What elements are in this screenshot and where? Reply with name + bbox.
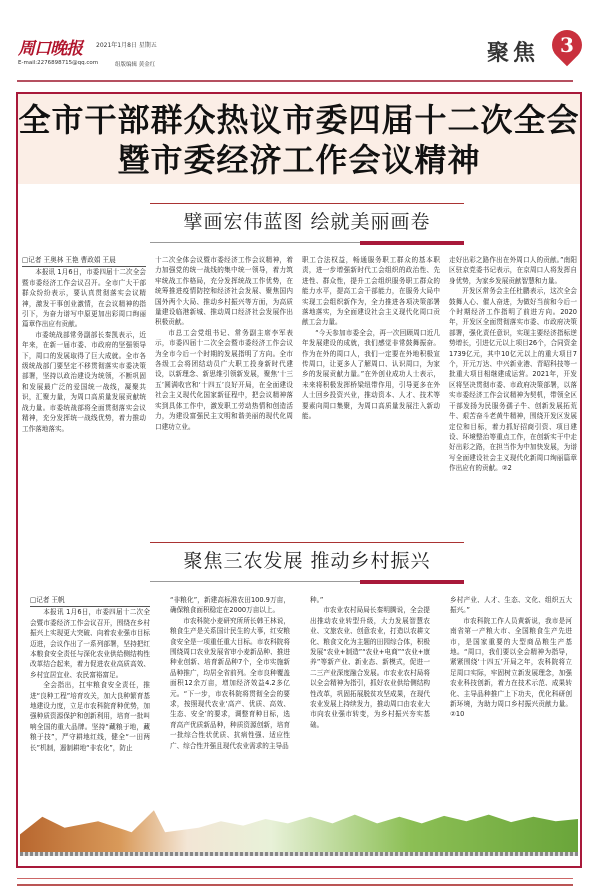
paragraph: 乡村产业、人才、生态、文化、组织五大振兴。”: [450, 596, 572, 615]
section1-heading: [150, 203, 464, 243]
section1-heading-text: 擘画宏伟蓝图 绘就美丽画卷: [183, 211, 431, 233]
section1-column-3: [302, 255, 440, 505]
newspaper-logo: 周口晚报: [18, 39, 82, 59]
headline-box: [18, 94, 580, 184]
section1-column-2: [155, 255, 293, 505]
section2-heading-text: 聚焦三农发展 推动乡村振兴: [183, 550, 431, 572]
section2-column-2: [170, 595, 290, 765]
paragraph: 本报讯 1月6日，市委四届十二次全会暨市委经济工作会议召开。全市广大干部群众纷纷表示，要认真贯彻落实会议精神，激发干事创业激情，在会议精神的指引下，为奋力谱写中原更加出彩周口绚丽篇章作出应有贡献。: [22, 268, 146, 329]
decorative-border: [20, 852, 578, 856]
paragraph: 市农科院工作人员黄新说，我市是河南省第一产粮大市、全国粮食生产先进市，是国家重要的大型商品粮生产基地。“周口，我们要以全会精神为指导，紧紧围绕‘十四五’开局之年，农科院将立足周口实际，牢固树立新发展理念，加强农业科技创新，着力在技术示范、成果转化、主导品种推广上下功夫，优化科研创新环境，为助力周口乡村振兴贡献力量。②10: [450, 616, 572, 719]
paragraph: 走好出彩之路作出在外周口人的贡献。”南阳区驻京党委书记表示，在京周口人将发挥自身优势，为家乡发展贡献智慧和力量。: [449, 256, 577, 285]
byline: □记者 王奥林 王艳 曹政娟 王晨: [22, 255, 146, 267]
section1-column-4: [449, 255, 577, 505]
paragraph: 市农业农村局局长秦明腾说，全会提出推动农业转型升级，大力发展智慧农业、文旅农业、创意农业，打造以农耕文化、粮食文化为主题的田园综合体，积极发展“农业+制造”“农业+电商”“农业+康养”等新产业、新业态、新模式，促进一二三产业深度融合发展。市农业农村局将以全会精神为指引，抓好农业供给侧结构性改革，巩固拓展脱贫攻坚成果，在现代农业发展上持续发力，推动周口由农业大市向农业强市转变，为乡村振兴夯实基础。: [310, 606, 430, 729]
section2-column-4: [450, 595, 572, 765]
paragraph: 开发区常务会主任杜鹏表示，这次全会鼓舞人心、催人奋进，为做好当前和今后一个时期经济工作指明了前进方向。2020年，开发区全面贯彻落实市委、市政府决策部署，强化责任意识，实现主要经济指标逆势增长，引进亿元以上项目26个，合同资金1739亿元，其中10亿元以上的重大项目7个，开元万达、中兴新业港、青昭科技等一批重大项目相继建成运营。2021年，开发区将坚决贯彻市委、市政府决策部署，以落实市委经济工作会议精神为契机，带领全区干部发扬为民服务孺子牛、创新发展拓荒牛、艰苦奋斗老黄牛精神，围绕开发区发展定位和目标，着力抓好招商引资、项目建设、环境整治等重点工作，在创新实干中走好出彩之路，在担当作为中加快发展，为谱写全面建设社会主义现代化新周口绚丽篇章作出应有的贡献。②2: [449, 287, 577, 473]
headline-line-1: 全市干部群众热议市委四届十二次全会: [18, 101, 580, 139]
header-divider: [17, 80, 573, 82]
paragraph: 市总工会党组书记、常务副主席李军表示，市委四届十二次全会暨市委经济工作会议为全市今后一个时期的发展指明了方向。全市各级工会将团结动员广大职工投身新时代建设，以新理念、新思维引领新发展，聚焦‘十三五’圆满收官和‘十四五’良好开局，在全面建设社会主义现代化国家新征程中，把会议精神落实到具体工作中，激发职工劳动热情和创造活力，为建设富强民主文明和谐美丽的现代化周口建功立业。: [155, 328, 293, 431]
section2-column-1: [30, 595, 150, 765]
section2-column-3: [310, 595, 430, 765]
issue-date: 2021年1月8日 星期五: [96, 42, 157, 49]
paragraph: 职工合法权益，畅通服务职工群众的基本职责，进一步增强新时代工会组织的政治性、先进性、群众性，提升工会组织服务职工群众的能力水平，提高工会干部能力，在服务大局中实现工会组织新作为，全力推进各项决策部署落地落实，为全面建设社会主义现代化周口贡献工会力量。: [302, 256, 440, 327]
heading-accent-bar: [360, 241, 464, 245]
footer-divider: [17, 884, 573, 886]
paragraph: 本报讯 1月6日，市委四届十二次全会暨市委经济工作会议召开，围绕在乡村振兴上实现更大突破、向着农业强市目标迈进，会议作出了一系列部署，坚持把红本粮食安全责任与深化农业供给侧结构性改革结合起来，着力促进农业高质高效、乡村宜居宜业、农民富裕富足。: [30, 608, 150, 679]
page-number: 3: [560, 33, 574, 57]
section1-column-1: [22, 255, 146, 515]
footer-divider: [17, 878, 573, 879]
paragraph: 市委统战部常务副部长秦凯表示，近年来，在新一届市委、市政府的坚强领导下，周口的发展取得了巨大成就。全市各级统战部门要坚定不移贯彻落实市委决策部署，坚持以政治建设为统领，不断巩固和发展最广泛的爱国统一战线，凝聚共识，汇聚力量，为周口高质量发展贡献统战力量。市委统战部将全面贯彻落实会议精神，充分发挥统一战线优势，着力推动工作落地落实。: [22, 330, 146, 433]
paragraph: 种。”: [310, 596, 324, 604]
contact-email: E-mail:2276898715@qq.com: [18, 60, 99, 66]
layout-editor: 组版编辑 黄金红: [115, 62, 156, 68]
paragraph: 十二次全体会议暨市委经济工作会议精神，着力加强党的统一战线的集中统一领导，着力筑牢统战工作格局，充分发挥统战工作优势，在统筹推进疫情防控和经济社会发展、聚焦国内国外两个大局、推动乡村振兴等方面，为高质量建设临港新城、推动周口经济社会发展作出积极贡献。: [155, 256, 293, 327]
section2-heading: [150, 542, 464, 582]
paragraph: 市农科院小麦研究所所长韩王林说，粮食生产是关系国计民生的大事，红安粮食安全是一项重任重大目标。市农科院将围绕周口农业发展省审小麦新品种、推进种业创新、培育新品种7个，全市实施新品种推广，均居全省前列。全市良种覆盖面积12余万亩，增加经济效益4.2多亿元。“下一步，市农科院将贯彻全会的要求，按照现代农业‘高产、优质、高效、生态、安全’的要求，调整育种目标，选育高产优质新品种，种质资源创新，培育一批综合性状优质、抗病性强、适应性广、综合性并强且现代农业需求的主导品: [170, 616, 290, 750]
heading-accent-bar: [360, 580, 464, 584]
paragraph: “今天参加市委全会，再一次回顾周口近几年发展建设的成就，我们感觉非常鼓舞振奋。作为在外的周口人，我们一定要在外地积极宣传周口，让更多人了解周口、认识周口，为家乡的发展贡献力量。”在外创业成功人士表示，未来将积极发挥桥梁纽带作用，引导更多在外人士回乡投资兴业，推动资本、人才、技术等要素向周口集聚，为周口高质量发展注入新动能。: [302, 328, 440, 421]
paragraph: “非粮化”，新建高标准农田100.9万亩，确保粮食面积稳定在2000万亩以上。: [170, 596, 290, 615]
headline-line-2: 暨市委经济工作会议精神: [117, 141, 481, 179]
section-name: 聚焦: [487, 40, 540, 66]
paragraph: 全会指出，扛牢粮食安全责任，推进“良种工程”培育攻关，加大良种繁育基地建设力度，立足市农科院育种优势，加强种质资源保护和创新利用，培育一批叫响全国的重大品牌。坚持“藏粮于地，藏粮于技”，严守耕地红线，健全“一田两长”机制，遏制耕地“非农化”，防止: [30, 681, 150, 752]
byline: □记者 王帆: [30, 595, 150, 607]
